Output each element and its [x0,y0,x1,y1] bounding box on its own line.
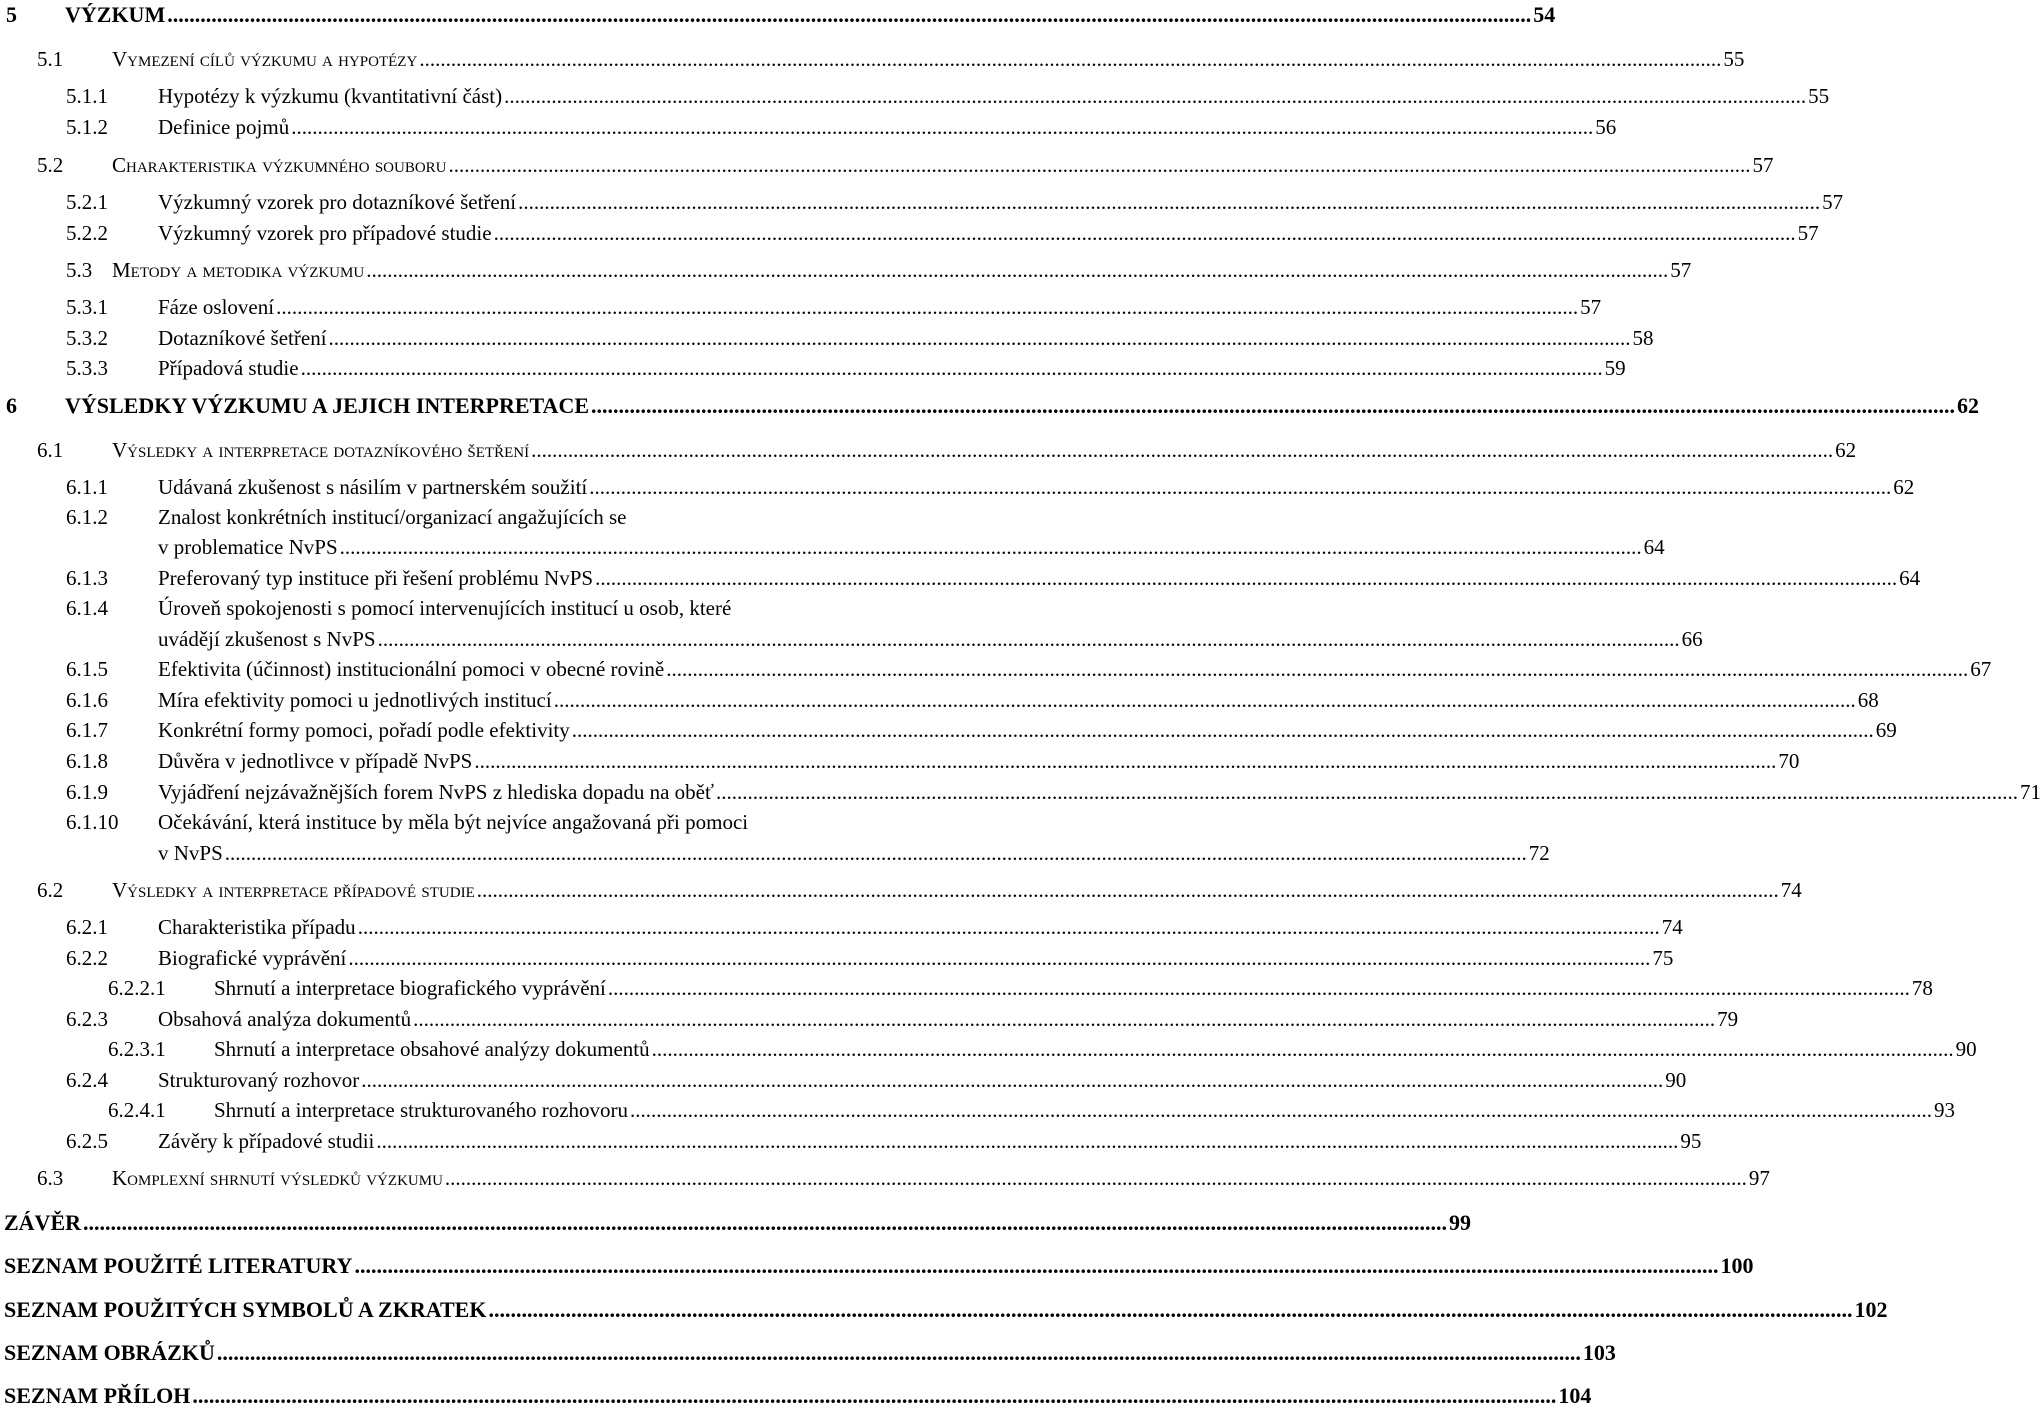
toc-entry-title: Znalost konkrétních institucí/organizací angažujících se [158,505,627,529]
toc-entry-title: Konkrétní formy pomoci, pořadí podle efektivity [158,718,570,742]
toc-entry-number: 5.1.1 [66,84,108,108]
toc-leader-dots [504,84,1806,109]
toc-entry-6-1-7[interactable] [66,718,1897,743]
toc-leader-dots [477,878,1779,903]
toc-entry-6-1-1[interactable] [66,475,1915,500]
toc-leader-dots [217,1340,1581,1366]
toc-leader-dots [354,1253,1718,1279]
toc-entry-title: Úroveň spokojenosti s pomocí intervenujících institucí u osob, které [158,596,732,620]
toc-entry-title: Shrnutí a interpretace biografického vyprávění [214,976,606,1000]
toc-entry-number: 6.2.1 [66,915,108,939]
toc-entry-number: 6.3 [37,1166,64,1190]
toc-leader-dots [340,535,1642,560]
toc-entry-number: 5.2.1 [66,190,108,214]
toc-entry-title: Fáze oslovení [158,295,275,319]
toc-entry-5-3[interactable] [66,258,1692,283]
toc-entry-5-3-2[interactable] [66,326,1654,351]
toc-entry-title: SEZNAM POUŽITÝCH SYMBOLŮ A ZKRATEK [4,1297,487,1322]
toc-entry-title: Shrnutí a interpretace strukturovaného rozhovoru [214,1098,629,1122]
toc-entry-title: Metody a metodika výzkumu [112,258,365,282]
toc-entry-title: Hypotézy k výzkumu (kvantitativní část) [158,84,503,108]
toc-leader-dots [488,1297,1852,1323]
toc-entry-title: SEZNAM OBRÁZKŮ [4,1340,215,1365]
toc-entry-6-1-3[interactable] [66,566,1921,591]
toc-leader-dots [652,1037,1954,1062]
toc-entry-number: 6.1 [37,438,64,462]
toc-leader-dots [413,1007,1715,1032]
toc-entry-number: 6.1.6 [66,688,108,712]
toc-leader-dots [518,190,1820,215]
toc-entry-6-1-10-line1[interactable] [66,810,748,835]
toc-entry-page: 72 [1528,841,1550,865]
toc-entry-page: 62 [1893,475,1915,499]
toc-entry-title: Obsahová analýza dokumentů [158,1007,412,1031]
toc-leader-dots [225,841,1527,866]
toc-entry-title: SEZNAM POUŽITÉ LITERATURY [4,1253,353,1278]
toc-entry-title: Výzkumný vzorek pro dotazníkové šetření [158,190,517,214]
toc-entry-5-3-1[interactable] [66,295,1602,320]
toc-entry-number: 6.2.2.1 [108,976,166,1000]
toc-entry-5-2-2[interactable] [66,221,1819,246]
toc-entry-6[interactable] [6,393,1980,419]
toc-leader-dots [554,688,1856,713]
toc-entry-6-3[interactable] [37,1166,1770,1191]
toc-entry-number: 6.1.1 [66,475,108,499]
toc-leader-dots [276,295,1578,320]
toc-leader-dots [366,258,1668,283]
toc-entry-page: 95 [1680,1129,1702,1153]
toc-entry-page: 90 [1665,1068,1687,1092]
toc-entry-page: 57 [1580,295,1602,319]
toc-entry-page: 71 [2019,780,2041,804]
toc-leader-dots [589,475,1891,500]
toc-entry-5-3-3[interactable] [66,356,1626,381]
toc-entry-page: 79 [1717,1007,1739,1031]
toc-entry-page: 102 [1854,1297,1888,1322]
toc-entry-title: Vyjádření nejzávažnějších forem NvPS z hlediska dopadu na oběť [158,780,714,804]
toc-entry-number: 6.2.3.1 [108,1037,166,1061]
toc-entry-page: 56 [1595,115,1617,139]
toc-entry-title: Udávaná zkušenost s násilím v partnerském soužití [158,475,588,499]
toc-entry-6-2-4-1[interactable] [108,1098,1956,1123]
toc-leader-dots [192,1383,1556,1409]
toc-entry-number: 6.1.5 [66,657,108,681]
toc-entry-6-2-1[interactable] [66,915,1683,940]
toc-entry-number: 6.1.9 [66,780,108,804]
toc-entry-number: 6.2.2 [66,946,108,970]
toc-entry-title: Efektivita (účinnost) institucionální pomoci v obecné rovině [158,657,665,681]
toc-entry-6-2-4[interactable] [66,1068,1687,1093]
toc-entry-page: 100 [1720,1253,1754,1278]
toc-entry-page: 93 [1934,1098,1956,1122]
toc-entry-title: Míra efektivity pomoci u jednotlivých institucí [158,688,552,712]
toc-leader-dots [361,1068,1663,1093]
toc-entry-number: 6.1.2 [66,505,108,529]
toc-entry-page: 62 [1835,438,1857,462]
toc-entry-number: 5.2 [37,153,64,177]
toc-entry-6-2-5[interactable] [66,1129,1702,1154]
toc-entry-page: 104 [1558,1383,1592,1408]
toc-entry-number: 5.3.3 [66,356,108,380]
toc-entry-page: 57 [1797,221,1819,245]
toc-entry-number: 5.3 [66,258,93,282]
toc-entry-6-1-8[interactable] [66,749,1800,774]
toc-leader-dots [376,1129,1678,1154]
toc-leader-dots [572,718,1874,743]
toc-entry-5-1-1[interactable] [66,84,1830,109]
toc-entry-page: 55 [1723,47,1745,71]
toc-leader-dots [449,153,1751,178]
toc-leader-dots [301,356,1603,381]
toc-entry-title: Výsledky a interpretace dotazníkového šetření [112,438,530,462]
toc-entry-number: 6.1.10 [66,810,119,834]
toc-entry-page: 55 [1808,84,1830,108]
toc-entry-5-2-1[interactable] [66,190,1844,215]
toc-entry-number: 5.3.1 [66,295,108,319]
toc-entry-title: VÝZKUM [65,2,166,27]
toc-entry-title: Shrnutí a interpretace obsahové analýzy dokumentů [214,1037,650,1061]
toc-entry-6-1-9[interactable] [66,780,2041,805]
toc-entry-title-continued: v NvPS [158,841,223,865]
toc-entry-5-1-2[interactable] [66,115,1617,140]
toc-entry-number: 5.1 [37,47,64,71]
toc-entry-zaver[interactable] [4,1210,1472,1236]
toc-entry-6-2[interactable] [37,878,1802,903]
toc-leader-dots [291,115,1593,140]
toc-entry-number: 6.1.7 [66,718,108,742]
toc-entry-page: 57 [1752,153,1774,177]
toc-entry-6-2-2[interactable] [66,946,1674,971]
toc-entry-page: 58 [1632,326,1654,350]
toc-entry-title: Výzkumný vzorek pro případové studie [158,221,492,245]
toc-entry-number: 5.1.2 [66,115,108,139]
toc-entry-page: 64 [1643,535,1665,559]
toc-entry-page: 70 [1778,749,1800,773]
toc-entry-number: 6.1.8 [66,749,108,773]
toc-entry-page: 57 [1670,258,1692,282]
toc-entry-page: 68 [1857,688,1879,712]
toc-entry-page: 78 [1911,976,1933,1000]
toc-leader-dots [608,976,1910,1001]
toc-entry-page: 75 [1652,946,1674,970]
toc-entry-page: 64 [1899,566,1921,590]
toc-entry-page: 74 [1661,915,1683,939]
toc-leader-dots [83,1210,1447,1236]
toc-entry-6-1-2-line2[interactable] [158,535,1665,560]
toc-entry-number: 5.3.2 [66,326,108,350]
toc-entry-title: Charakteristika případu [158,915,356,939]
toc-entry-title: Závěry k případové studii [158,1129,375,1153]
toc-entry-page: 62 [1957,393,1980,418]
toc-entry-number: 6.2 [37,878,64,902]
toc-entry-page: 97 [1748,1166,1770,1190]
toc-entry-6-1-10-line2[interactable] [158,841,1550,866]
toc-entry-title: Vymezení cílů výzkumu a hypotézy [112,47,418,71]
toc-entry-title: Výsledky a interpretace případové studie [112,878,475,902]
toc-leader-dots [531,438,1833,463]
toc-leader-dots [329,326,1631,351]
toc-entry-5-2[interactable] [37,153,1774,178]
toc-entry-page: 54 [1533,2,1556,27]
toc-entry-title: Definice pojmů [158,115,290,139]
toc-entry-page: 57 [1822,190,1844,214]
toc-entry-number: 6.2.4 [66,1068,108,1092]
toc-entry-page: 67 [1970,657,1992,681]
toc-leader-dots [630,1098,1932,1123]
toc-entry-title: Dotazníkové šetření [158,326,327,350]
toc-entry-number: 5 [6,2,17,27]
toc-entry-6-1-2-line1[interactable] [66,505,626,530]
toc-entry-symboly[interactable] [4,1297,1888,1323]
toc-entry-number: 6.1.4 [66,596,108,620]
toc-entry-page: 103 [1582,1340,1616,1365]
toc-leader-dots [591,393,1955,419]
toc-leader-dots [666,657,1968,682]
toc-entry-title: ZÁVĚR [4,1210,82,1235]
toc-entry-6-1-5[interactable] [66,657,1992,682]
toc-entry-prilohy[interactable] [4,1383,1592,1409]
toc-entry-6-1-6[interactable] [66,688,1879,713]
toc-entry-number: 5.2.2 [66,221,108,245]
toc-leader-dots [474,749,1776,774]
toc-entry-5-1[interactable] [37,47,1745,72]
toc-entry-title: Komplexní shrnutí výsledků výzkumu [112,1166,443,1190]
toc-entry-page: 59 [1604,356,1626,380]
toc-entry-title-continued: v problematice NvPS [158,535,338,559]
toc-leader-dots [378,627,1680,652]
toc-leader-dots [716,780,2018,805]
toc-entry-title: SEZNAM PŘÍLOH [4,1383,191,1408]
toc-entry-title: Charakteristika výzkumného souboru [112,153,447,177]
toc-leader-dots [167,2,1531,28]
toc-entry-6-1-4-line2[interactable] [158,627,1703,652]
toc-leader-dots [419,47,1721,72]
toc-entry-6-1-4-line1[interactable] [66,596,731,621]
toc-entry-title: Případová studie [158,356,299,380]
toc-entry-number: 6.2.3 [66,1007,108,1031]
toc-entry-title: Biografické vyprávění [158,946,347,970]
toc-entry-title: VÝSLEDKY VÝZKUMU A JEJICH INTERPRETACE [65,393,590,418]
toc-entry-page: 99 [1449,1210,1472,1235]
toc-entry-obrazky[interactable] [4,1340,1616,1366]
toc-entry-page: 66 [1681,627,1703,651]
toc-leader-dots [348,946,1650,971]
toc-entry-literatura[interactable] [4,1253,1754,1279]
toc-entry-5[interactable] [6,2,1556,28]
toc-leader-dots [494,221,1796,246]
toc-entry-6-2-3[interactable] [66,1007,1739,1032]
toc-entry-6-1[interactable] [37,438,1857,463]
toc-entry-page: 74 [1780,878,1802,902]
toc-entry-title: Strukturovaný rozhovor [158,1068,360,1092]
toc-entry-number: 6.2.5 [66,1129,108,1153]
toc-entry-number: 6.1.3 [66,566,108,590]
toc-entry-page: 90 [1955,1037,1977,1061]
toc-entry-number: 6.2.4.1 [108,1098,166,1122]
toc-entry-page: 69 [1875,718,1897,742]
toc-leader-dots [595,566,1897,591]
toc-entry-title: Očekávání, která instituce by měla být nejvíce angažovaná při pomoci [158,810,749,834]
toc-entry-6-2-3-1[interactable] [108,1037,1977,1062]
toc-leader-dots [358,915,1660,940]
toc-entry-6-2-2-1[interactable] [108,976,1933,1001]
toc-entry-title: Preferovaný typ instituce při řešení problému NvPS [158,566,594,590]
toc-entry-title-continued: uvádějí zkušenost s NvPS [158,627,376,651]
toc-entry-title: Důvěra v jednotlivce v případě NvPS [158,749,473,773]
toc-entry-number: 6 [6,393,17,418]
toc-leader-dots [445,1166,1747,1191]
